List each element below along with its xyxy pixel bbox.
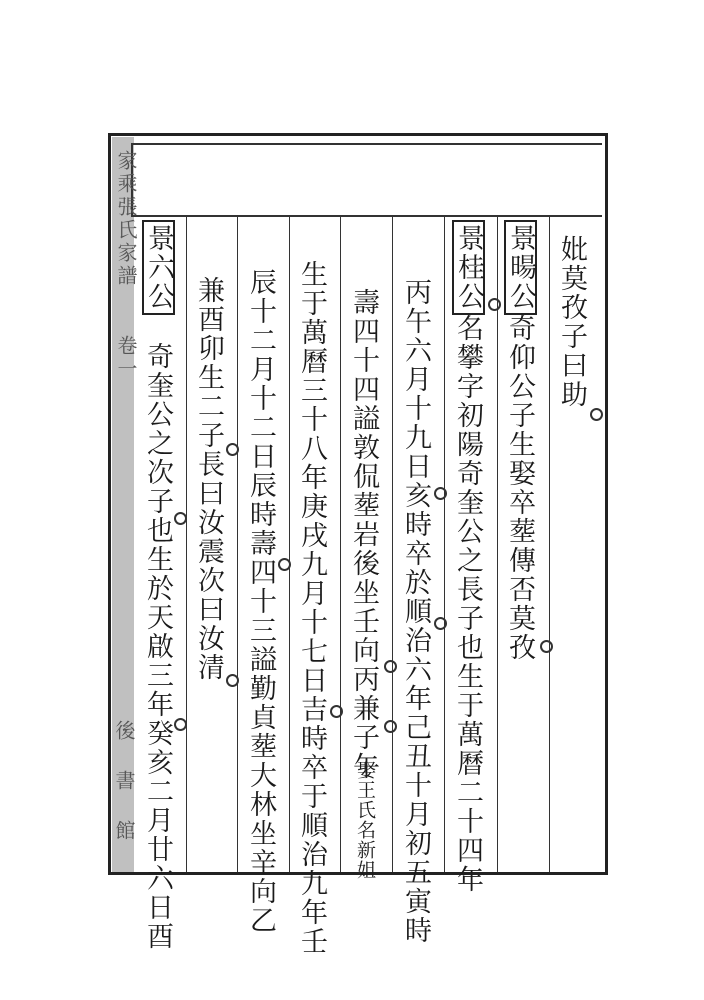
punctuation-circle bbox=[384, 660, 397, 673]
margin-folio: 卷一 bbox=[114, 335, 138, 381]
column-4-text: 丙午六月十九日亥時卒於順治六年己丑十月初五寅時 bbox=[400, 278, 431, 945]
column-9-text: 奇奎公之次子也生於天啟三年癸亥二月廿六日酉 bbox=[142, 342, 173, 951]
column-divider bbox=[186, 217, 187, 872]
punctuation-circle bbox=[540, 640, 553, 653]
punctuation-circle bbox=[226, 443, 239, 456]
header-band bbox=[131, 143, 602, 217]
column-divider bbox=[549, 217, 550, 872]
column-divider bbox=[444, 217, 445, 872]
column-divider bbox=[497, 217, 498, 872]
punctuation-circle bbox=[226, 674, 239, 687]
punctuation-circle bbox=[434, 617, 447, 630]
punctuation-circle bbox=[330, 705, 343, 718]
column-5-note: 娶王氏名新姐 bbox=[354, 760, 376, 880]
column-6-text: 生于萬曆三十八年庚戌九月十七日吉時卒于順治九年壬 bbox=[296, 260, 327, 956]
punctuation-circle bbox=[278, 558, 291, 571]
column-9-heading: 景六公 bbox=[142, 220, 175, 315]
column-8-text: 兼酉卯生二子長曰汝震次曰汝清 bbox=[193, 276, 224, 682]
column-divider bbox=[237, 217, 238, 872]
column-divider bbox=[392, 217, 393, 872]
column-2-heading: 景暘公 bbox=[504, 220, 537, 315]
margin-bottom: 後 書 館 bbox=[112, 720, 136, 843]
punctuation-circle bbox=[174, 718, 187, 731]
punctuation-circle bbox=[174, 512, 187, 525]
punctuation-circle bbox=[384, 720, 397, 733]
column-2-text: 奇仰公子生娶卒塟傳否莫孜 bbox=[504, 314, 535, 662]
punctuation-circle bbox=[590, 408, 603, 421]
punctuation-circle bbox=[488, 298, 501, 311]
column-5-text: 壽四十四謚敦侃塟岩後坐壬向丙兼子午 bbox=[348, 288, 379, 781]
column-divider bbox=[289, 217, 290, 872]
column-7-text: 辰十二月十二日辰時壽四十三謚勤貞塟大林坐辛向乙 bbox=[245, 268, 276, 935]
margin-title: 家乘張氏家譜 bbox=[114, 150, 138, 288]
punctuation-circle bbox=[434, 487, 447, 500]
column-divider bbox=[340, 217, 341, 872]
column-3-heading: 景桂公 bbox=[452, 220, 485, 315]
column-1-text: 妣莫孜子曰助 bbox=[556, 235, 587, 409]
column-3-text: 名攀字初陽奇奎公之長子也生于萬曆二十四年 bbox=[452, 314, 483, 894]
